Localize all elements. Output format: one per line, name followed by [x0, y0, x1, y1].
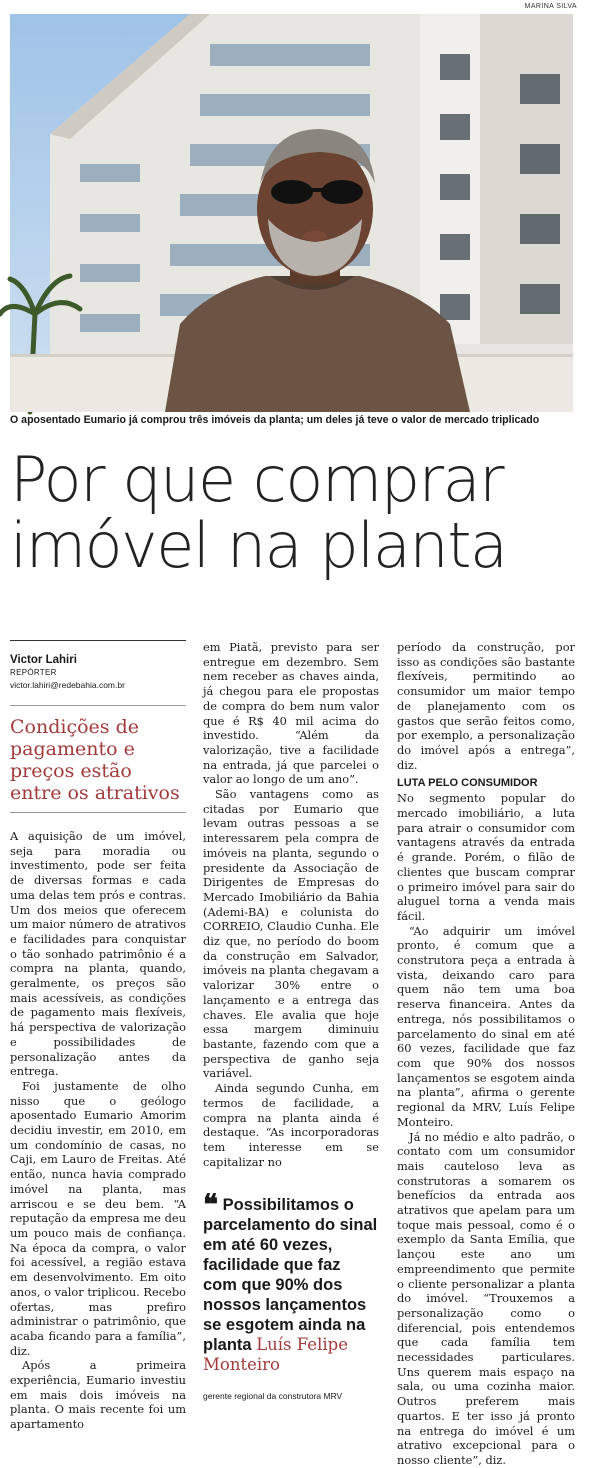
photo-credit: MARINA SILVA: [524, 3, 577, 10]
headline-line-2: imóvel na planta: [10, 509, 507, 582]
paragraph: Ainda segundo Cunha, em termos de facilidade, a compra na planta ainda é destaque. “As incorporadoras tem interesse em se capitalizar no: [203, 1081, 379, 1169]
paragraph: São vantagens como as citadas por Eumario que levam outras pessoas a se interessarem pela compra de imóveis na planta, segundo o presidente da Associação de Dirigentes de Empresas do Mercado Imobiliário da Bahia (Ademi-BA) e colunista do CORREIO, Claudio Cunha. Ele diz que, no período do boom da construção em Salvador, imóveis na planta chegavam a valorizar 30% entre o lançamento e a entrega das chaves. Ele avalia que hoje essa margem diminuiu bastante, fazendo com que a perspectiva de ganho seja variável.: [203, 787, 379, 1081]
pull-quote-text: Possibilitamos o parcelamento do sinal em até 60 vezes, facilidade que faz com que 90% dos nossos lançamentos se esgotem ainda na planta: [203, 1196, 378, 1355]
pull-quote-role: gerente regional da construtora MRV: [203, 1391, 343, 1402]
article-column-2: [203, 640, 379, 1404]
headline-line-1: Por que comprar: [10, 443, 504, 516]
photo-illustration: [10, 14, 573, 412]
byline-role: REPÓRTER: [10, 668, 57, 677]
paragraph: Foi justamente de olho nisso que o geólogo aposentado Eumario Amorim decidiu investir, em 2010, em um condomínio de casas, no Caji, em Lauro de Freitas. Até então, nunca havia comprado imóvel na planta, mas arriscou e se deu bem. “A reputação da empresa me deu um pouco mais de confiança. Na época da compra, o valor foi acessível, a região estava em desenvolvimento. Em oito anos, o valor triplicou. Recebo ofertas, mas prefiro administrar o patrimônio, que acaba ficando para a família”, diz.: [10, 1078, 186, 1358]
paragraph: Após a primeira experiência, Eumario investiu em mais dois imóveis na planta. O mais recente foi um apartamento: [10, 1358, 186, 1432]
paragraph: No segmento popular do mercado imobiliário, a luta para atrair o consumidor com vantagens através da entrada é grande. Porém, o filão de clientes que buscam comprar o primeiro imóvel para sair do aluguel torna a venda mais fácil.: [397, 791, 575, 923]
headline: [10, 443, 590, 582]
quote-icon: ❝: [203, 1188, 219, 1222]
article-photo: [10, 14, 573, 412]
paragraph: Já no médio e alto padrão, o contato com um consumidor mais cauteloso leva as construtoras a somarem os benefícios da entrada aos atrativos que apelam para um toque mais pessoal, como é o exemplo da Santa Emília, que lançou este ano um empreendimento que permite o cliente personalizar a planta do imóvel. “Trouxemos a personalização como o diferencial, pois entendemos que cada família tem necessidades particulares. Uns querem mais espaço na sala, ou uma cozinha maior. Outros preferem mais quartos. E ter isso já pronto na entrega do imóvel é um atrativo excepcional para o nosso cliente”, diz.: [397, 1129, 575, 1467]
byline-email: victor.lahiri@redebahia.com.br: [10, 680, 125, 690]
paragraph: “Ao adquirir um imóvel pronto, é comum que a construtora peça a entrada à vista, deixando caro para quem não tem uma boa reserva financeira. Antes da entrega, nós possibilitamos o parcelamento do sinal em até 60 vezes, facilidade que faz com que 90% dos nossos lançamentos se esgotem ainda na planta”, afirma o gerente regional da MRV, Luís Felipe Monteiro.: [397, 923, 575, 1129]
pull-quote-name: Luís Felipe Monteiro: [203, 1335, 348, 1375]
photo-caption: O aposentado Eumario já comprou três imóveis da planta; um deles já teve o valor de mercado triplicado: [10, 414, 540, 426]
byline-name: Victor Lahiri: [10, 654, 77, 666]
section-heading: LUTA PELO CONSUMIDOR: [397, 777, 538, 790]
article-column-1: [10, 640, 186, 1432]
byline-rule: [10, 640, 186, 641]
paragraph: A aquisição de um imóvel, seja para moradia ou investimento, pode ser feita de diversas formas e cada uma delas tem prós e contras. Um dos meios que oferecem um maior número de atrativos e facilidades para conquistar o tão sonhado patrimônio é a compra na planta, quando, geralmente, os preços são mais acessíveis, as condições de pagamento mais flexíveis, há perspectiva de valorização e possibilidades de personalização antes da entrega.: [10, 829, 186, 1079]
subheadline: Condições de pagamento e preços estão entre os atrativos: [10, 705, 186, 813]
article-column-3: [397, 640, 575, 1468]
paragraph: em Piatã, previsto para ser entregue em dezembro. Sem nem receber as chaves ainda, já chegou para ele propostas de compra do bem num valor que é R$ 40 mil acima do investido. “Além da valorização, tive a facilidade na entrada, já que parcelei o valor ao longo de um ano”.: [203, 640, 379, 787]
paragraph: período da construção, por isso as condições são bastante flexíveis, permitindo ao consumidor um maior tempo de planejamento com os gastos que serão feitos como, por exemplo, a personalização do imóvel após a entrega”, diz.: [397, 640, 575, 772]
pull-quote: [203, 1188, 379, 1375]
